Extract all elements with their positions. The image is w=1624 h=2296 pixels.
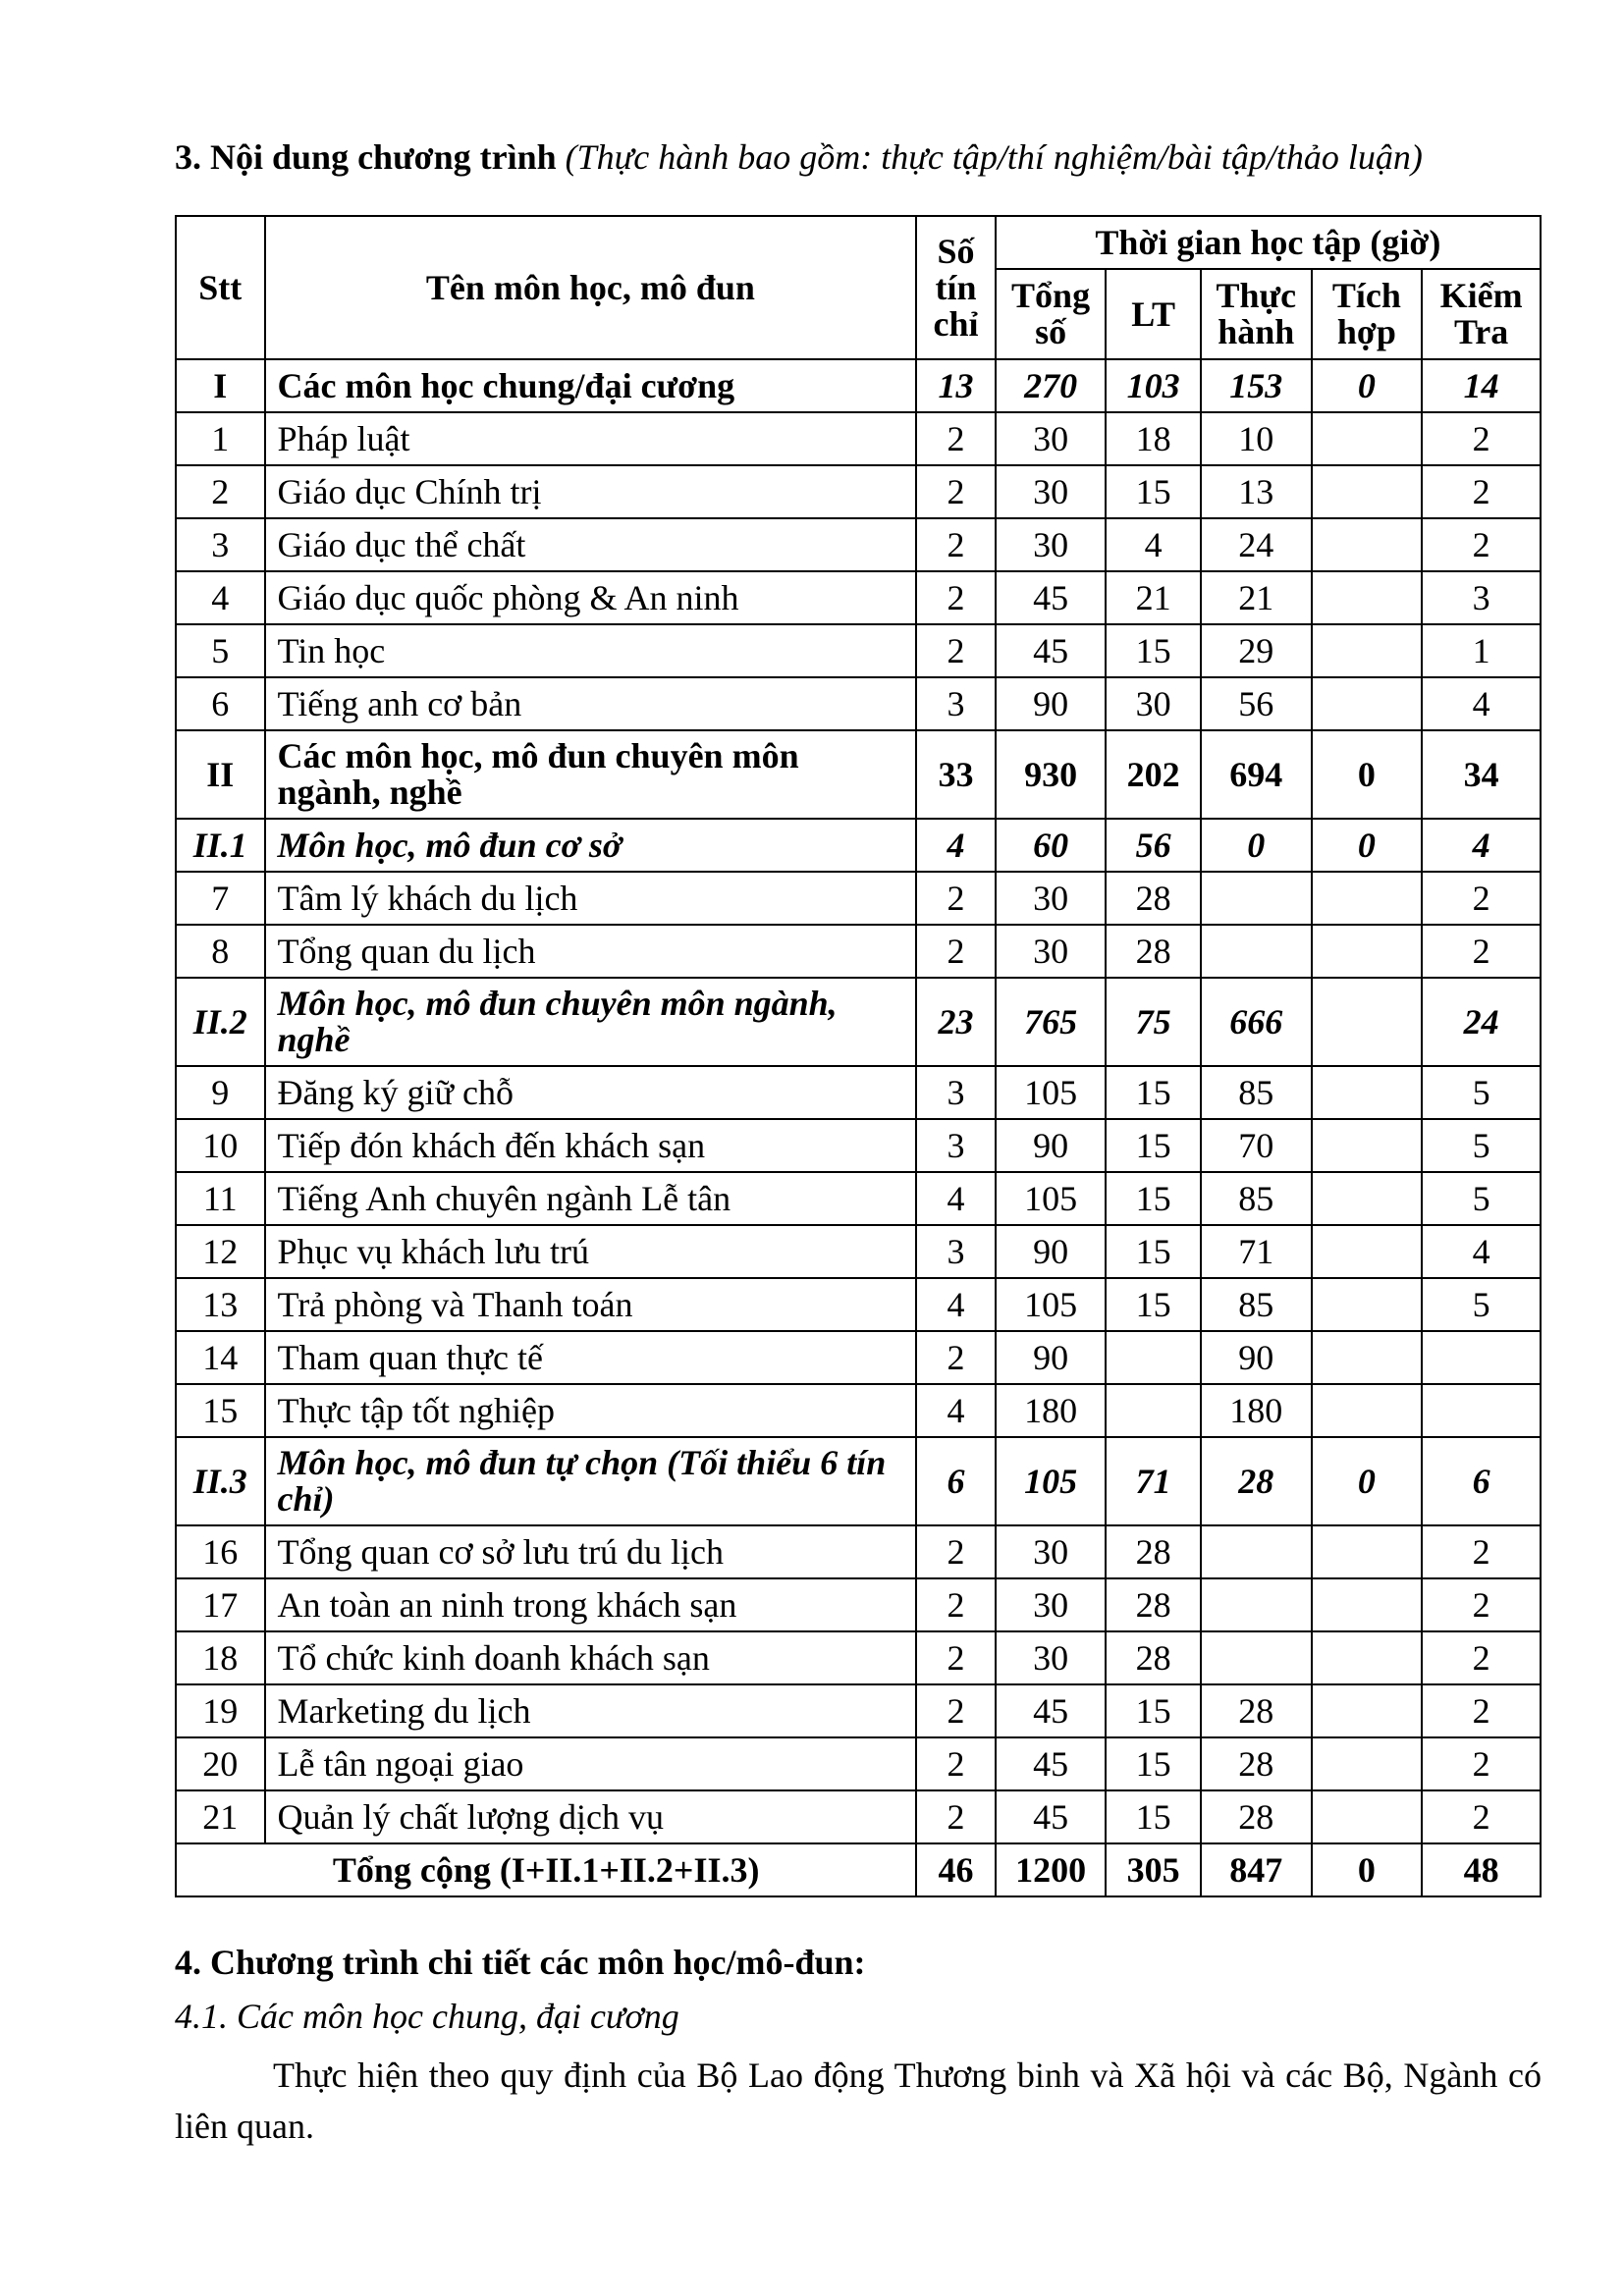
cell-practice: 180	[1201, 1384, 1312, 1437]
cell-lt: 15	[1106, 1737, 1201, 1790]
cell-name: Thực tập tốt nghiệp	[265, 1384, 917, 1437]
cell-name: Môn học, mô đun cơ sở	[265, 819, 917, 872]
cell-exam: 34	[1422, 730, 1541, 819]
cell-stt: 17	[176, 1578, 265, 1631]
section-3-heading	[175, 133, 1549, 181]
cell-exam: 4	[1422, 1225, 1541, 1278]
cell-practice	[1201, 1525, 1312, 1578]
table-row	[176, 1525, 1541, 1578]
cell-practice: 24	[1201, 518, 1312, 571]
cell-exam: 5	[1422, 1278, 1541, 1331]
cell-integrated	[1312, 1066, 1423, 1119]
cell-practice: 71	[1201, 1225, 1312, 1278]
cell-stt: 7	[176, 872, 265, 925]
cell-total: 30	[996, 412, 1107, 465]
cell-practice: 28	[1201, 1684, 1312, 1737]
cell-integrated	[1312, 925, 1423, 978]
cell-name: Các môn học chung/đại cương	[265, 359, 917, 412]
cell-stt: 1	[176, 412, 265, 465]
header-credits: Số tín chỉ	[916, 216, 995, 359]
cell-stt: 3	[176, 518, 265, 571]
cell-integrated	[1312, 1631, 1423, 1684]
cell-total: 30	[996, 925, 1107, 978]
cell-integrated	[1312, 412, 1423, 465]
cell-practice: 85	[1201, 1066, 1312, 1119]
table-row	[176, 624, 1541, 677]
cell-stt: 14	[176, 1331, 265, 1384]
cell-name: Môn học, mô đun chuyên môn ngành, nghề	[265, 978, 917, 1066]
cell-lt: 15	[1106, 1684, 1201, 1737]
cell-stt: II.1	[176, 819, 265, 872]
cell-total: 90	[996, 1225, 1107, 1278]
cell-name: Tâm lý khách du lịch	[265, 872, 917, 925]
cell-credits: 2	[916, 1631, 995, 1684]
cell-name: Tổng quan cơ sở lưu trú du lịch	[265, 1525, 917, 1578]
cell-stt: 13	[176, 1278, 265, 1331]
cell-name: Pháp luật	[265, 412, 917, 465]
cell-practice: 85	[1201, 1172, 1312, 1225]
table-row	[176, 925, 1541, 978]
cell-integrated	[1312, 1384, 1423, 1437]
cell-total: 45	[996, 1790, 1107, 1843]
header-exam: Kiểm Tra	[1422, 269, 1541, 359]
cell-integrated: 0	[1312, 819, 1423, 872]
cell-practice: 70	[1201, 1119, 1312, 1172]
cell-practice: 28	[1201, 1737, 1312, 1790]
cell-lt: 4	[1106, 518, 1201, 571]
table-row	[176, 1384, 1541, 1437]
cell-stt: II.2	[176, 978, 265, 1066]
cell-integrated	[1312, 978, 1423, 1066]
cell-integrated	[1312, 1278, 1423, 1331]
cell-stt: 6	[176, 677, 265, 730]
cell-stt: 4	[176, 571, 265, 624]
cell-integrated	[1312, 1684, 1423, 1737]
cell-credits: 2	[916, 571, 995, 624]
table-row	[176, 1225, 1541, 1278]
cell-total: 45	[996, 624, 1107, 677]
cell-integrated	[1312, 1172, 1423, 1225]
cell-integrated	[1312, 1737, 1423, 1790]
cell-name: Tham quan thực tế	[265, 1331, 917, 1384]
cell-name: An toàn an ninh trong khách sạn	[265, 1578, 917, 1631]
table-row-group-ii	[176, 730, 1541, 819]
cell-credits: 6	[916, 1437, 995, 1525]
cell-total: 30	[996, 872, 1107, 925]
cell-stt: 2	[176, 465, 265, 518]
cell-total: 30	[996, 1578, 1107, 1631]
cell-lt: 30	[1106, 677, 1201, 730]
cell-stt: 20	[176, 1737, 265, 1790]
cell-exam: 5	[1422, 1119, 1541, 1172]
table-row	[176, 1119, 1541, 1172]
cell-exam: 1	[1422, 624, 1541, 677]
cell-lt: 15	[1106, 1119, 1201, 1172]
cell-lt: 15	[1106, 1790, 1201, 1843]
cell-name: Đăng ký giữ chỗ	[265, 1066, 917, 1119]
cell-credits: 2	[916, 925, 995, 978]
table-row	[176, 1578, 1541, 1631]
cell-credits: 4	[916, 819, 995, 872]
table-row	[176, 1172, 1541, 1225]
cell-total: 105	[996, 1172, 1107, 1225]
cell-integrated	[1312, 1578, 1423, 1631]
cell-practice	[1201, 925, 1312, 978]
cell-credits: 2	[916, 1684, 995, 1737]
table-row	[176, 872, 1541, 925]
cell-exam: 4	[1422, 819, 1541, 872]
cell-lt: 15	[1106, 1225, 1201, 1278]
cell-name: Tiếng Anh chuyên ngành Lễ tân	[265, 1172, 917, 1225]
cell-lt: 15	[1106, 1066, 1201, 1119]
cell-exam: 2	[1422, 925, 1541, 978]
cell-total: 90	[996, 1331, 1107, 1384]
curriculum-table	[175, 215, 1542, 1897]
cell-name: Trả phòng và Thanh toán	[265, 1278, 917, 1331]
cell-lt: 28	[1106, 1578, 1201, 1631]
cell-exam: 2	[1422, 1631, 1541, 1684]
header-time-group: Thời gian học tập (giờ)	[996, 216, 1541, 269]
section-3-subtitle: (Thực hành bao gồm: thực tập/thí nghiệm/bài tập/thảo luận)	[565, 137, 1423, 177]
cell-lt: 75	[1106, 978, 1201, 1066]
cell-integrated	[1312, 1790, 1423, 1843]
cell-exam: 2	[1422, 1790, 1541, 1843]
cell-total: 765	[996, 978, 1107, 1066]
cell-lt: 28	[1106, 1525, 1201, 1578]
cell-credits: 2	[916, 1737, 995, 1790]
cell-exam: 5	[1422, 1172, 1541, 1225]
cell-total: 105	[996, 1278, 1107, 1331]
cell-exam: 5	[1422, 1066, 1541, 1119]
cell-stt: 21	[176, 1790, 265, 1843]
cell-lt: 15	[1106, 1172, 1201, 1225]
cell-total: 180	[996, 1384, 1107, 1437]
cell-stt: 19	[176, 1684, 265, 1737]
cell-lt: 15	[1106, 1278, 1201, 1331]
cell-integrated: 0	[1312, 359, 1423, 412]
cell-stt: 9	[176, 1066, 265, 1119]
cell-lt: 28	[1106, 872, 1201, 925]
cell-name: Các môn học, mô đun chuyên môn ngành, nghề	[265, 730, 917, 819]
total-integrated: 0	[1312, 1843, 1423, 1896]
cell-practice: 21	[1201, 571, 1312, 624]
cell-name: Phục vụ khách lưu trú	[265, 1225, 917, 1278]
cell-stt: I	[176, 359, 265, 412]
cell-credits: 13	[916, 359, 995, 412]
cell-practice	[1201, 1631, 1312, 1684]
cell-exam	[1422, 1331, 1541, 1384]
cell-lt: 21	[1106, 571, 1201, 624]
total-exam: 48	[1422, 1843, 1541, 1896]
cell-exam: 2	[1422, 872, 1541, 925]
total-practice: 847	[1201, 1843, 1312, 1896]
cell-name: Tiếng anh cơ bản	[265, 677, 917, 730]
table-row	[176, 1790, 1541, 1843]
table-row	[176, 412, 1541, 465]
cell-credits: 3	[916, 1225, 995, 1278]
cell-integrated	[1312, 1525, 1423, 1578]
cell-name: Giáo dục quốc phòng & An ninh	[265, 571, 917, 624]
cell-stt: 8	[176, 925, 265, 978]
table-row	[176, 1737, 1541, 1790]
cell-credits: 4	[916, 1172, 995, 1225]
cell-total: 30	[996, 465, 1107, 518]
table-total-row	[176, 1843, 1541, 1896]
cell-exam: 4	[1422, 677, 1541, 730]
cell-name: Quản lý chất lượng dịch vụ	[265, 1790, 917, 1843]
cell-total: 105	[996, 1066, 1107, 1119]
table-row	[176, 1066, 1541, 1119]
cell-practice: 694	[1201, 730, 1312, 819]
cell-name: Giáo dục Chính trị	[265, 465, 917, 518]
header-practice: Thực hành	[1201, 269, 1312, 359]
cell-name: Giáo dục thể chất	[265, 518, 917, 571]
total-label: Tổng cộng (I+II.1+II.2+II.3)	[176, 1843, 916, 1896]
cell-lt: 15	[1106, 624, 1201, 677]
cell-integrated: 0	[1312, 1437, 1423, 1525]
cell-credits: 4	[916, 1384, 995, 1437]
cell-lt: 28	[1106, 925, 1201, 978]
cell-total: 60	[996, 819, 1107, 872]
cell-exam	[1422, 1384, 1541, 1437]
cell-name: Tiếp đón khách đến khách sạn	[265, 1119, 917, 1172]
table-row-group-ii-2	[176, 978, 1541, 1066]
cell-total: 90	[996, 1119, 1107, 1172]
table-row-group-i	[176, 359, 1541, 412]
cell-integrated	[1312, 1119, 1423, 1172]
cell-total: 30	[996, 1525, 1107, 1578]
header-name: Tên môn học, mô đun	[265, 216, 917, 359]
cell-credits: 2	[916, 872, 995, 925]
cell-exam: 6	[1422, 1437, 1541, 1525]
cell-exam: 2	[1422, 1737, 1541, 1790]
cell-integrated	[1312, 518, 1423, 571]
table-row	[176, 1278, 1541, 1331]
cell-exam: 3	[1422, 571, 1541, 624]
cell-credits: 2	[916, 624, 995, 677]
cell-credits: 33	[916, 730, 995, 819]
cell-lt: 15	[1106, 465, 1201, 518]
cell-exam: 24	[1422, 978, 1541, 1066]
table-row	[176, 1331, 1541, 1384]
header-integrated: Tích hợp	[1312, 269, 1423, 359]
section-4-title: 4. Chương trình chi tiết các môn học/mô-đun:	[175, 1943, 866, 1982]
cell-credits: 2	[916, 1790, 995, 1843]
cell-exam: 2	[1422, 412, 1541, 465]
table-row	[176, 1684, 1541, 1737]
cell-stt: II.3	[176, 1437, 265, 1525]
cell-lt	[1106, 1384, 1201, 1437]
cell-credits: 2	[916, 1525, 995, 1578]
total-credits: 46	[916, 1843, 995, 1896]
cell-stt: 12	[176, 1225, 265, 1278]
cell-credits: 23	[916, 978, 995, 1066]
cell-integrated	[1312, 677, 1423, 730]
cell-practice	[1201, 872, 1312, 925]
cell-total: 930	[996, 730, 1107, 819]
cell-stt: 15	[176, 1384, 265, 1437]
cell-credits: 4	[916, 1278, 995, 1331]
section-3-title: 3. Nội dung chương trình	[175, 137, 557, 177]
cell-practice: 56	[1201, 677, 1312, 730]
cell-exam: 2	[1422, 1684, 1541, 1737]
cell-integrated	[1312, 1331, 1423, 1384]
section-4-1-title: 4.1. Các môn học chung, đại cương	[175, 1997, 679, 2036]
cell-total: 45	[996, 571, 1107, 624]
cell-exam: 2	[1422, 1525, 1541, 1578]
cell-practice: 0	[1201, 819, 1312, 872]
cell-lt: 103	[1106, 359, 1201, 412]
cell-practice: 28	[1201, 1437, 1312, 1525]
cell-practice: 85	[1201, 1278, 1312, 1331]
cell-practice: 153	[1201, 359, 1312, 412]
cell-credits: 3	[916, 1119, 995, 1172]
cell-practice: 666	[1201, 978, 1312, 1066]
cell-name: Lễ tân ngoại giao	[265, 1737, 917, 1790]
cell-stt: II	[176, 730, 265, 819]
cell-name: Marketing du lịch	[265, 1684, 917, 1737]
cell-total: 30	[996, 1631, 1107, 1684]
cell-stt: 10	[176, 1119, 265, 1172]
cell-integrated	[1312, 571, 1423, 624]
cell-lt: 28	[1106, 1631, 1201, 1684]
cell-practice: 13	[1201, 465, 1312, 518]
table-row	[176, 518, 1541, 571]
table-row	[176, 1631, 1541, 1684]
cell-integrated	[1312, 624, 1423, 677]
table-row	[176, 677, 1541, 730]
table-row	[176, 571, 1541, 624]
header-lt: LT	[1106, 269, 1201, 359]
cell-total: 270	[996, 359, 1107, 412]
total-hours: 1200	[996, 1843, 1107, 1896]
table-header-row-1	[176, 216, 1541, 269]
cell-credits: 2	[916, 465, 995, 518]
cell-credits: 3	[916, 1066, 995, 1119]
cell-integrated	[1312, 465, 1423, 518]
table-row-group-ii-3	[176, 1437, 1541, 1525]
cell-practice: 10	[1201, 412, 1312, 465]
cell-lt: 202	[1106, 730, 1201, 819]
cell-total: 90	[996, 677, 1107, 730]
cell-name: Tổ chức kinh doanh khách sạn	[265, 1631, 917, 1684]
cell-credits: 2	[916, 518, 995, 571]
cell-credits: 3	[916, 677, 995, 730]
cell-lt: 71	[1106, 1437, 1201, 1525]
header-total: Tổng số	[996, 269, 1107, 359]
cell-practice: 29	[1201, 624, 1312, 677]
cell-exam: 2	[1422, 1578, 1541, 1631]
cell-credits: 2	[916, 412, 995, 465]
cell-stt: 5	[176, 624, 265, 677]
cell-exam: 2	[1422, 465, 1541, 518]
cell-stt: 18	[176, 1631, 265, 1684]
cell-stt: 11	[176, 1172, 265, 1225]
cell-exam: 2	[1422, 518, 1541, 571]
cell-total: 30	[996, 518, 1107, 571]
cell-exam: 14	[1422, 359, 1541, 412]
cell-credits: 2	[916, 1331, 995, 1384]
cell-total: 105	[996, 1437, 1107, 1525]
cell-practice	[1201, 1578, 1312, 1631]
cell-practice: 90	[1201, 1331, 1312, 1384]
cell-credits: 2	[916, 1578, 995, 1631]
section-4-1-paragraph: Thực hiện theo quy định của Bộ Lao động Thương binh và Xã hội và các Bộ, Ngành có liên quan.	[175, 2056, 1542, 2146]
total-lt: 305	[1106, 1843, 1201, 1896]
cell-lt	[1106, 1331, 1201, 1384]
cell-total: 45	[996, 1737, 1107, 1790]
cell-integrated	[1312, 872, 1423, 925]
cell-stt: 16	[176, 1525, 265, 1578]
table-row-group-ii-1	[176, 819, 1541, 872]
cell-name: Môn học, mô đun tự chọn (Tối thiểu 6 tín chỉ)	[265, 1437, 917, 1525]
cell-name: Tin học	[265, 624, 917, 677]
table-row	[176, 465, 1541, 518]
header-stt: Stt	[176, 216, 265, 359]
cell-lt: 56	[1106, 819, 1201, 872]
cell-name: Tổng quan du lịch	[265, 925, 917, 978]
cell-practice: 28	[1201, 1790, 1312, 1843]
cell-lt: 18	[1106, 412, 1201, 465]
cell-integrated: 0	[1312, 730, 1423, 819]
cell-integrated	[1312, 1225, 1423, 1278]
cell-total: 45	[996, 1684, 1107, 1737]
